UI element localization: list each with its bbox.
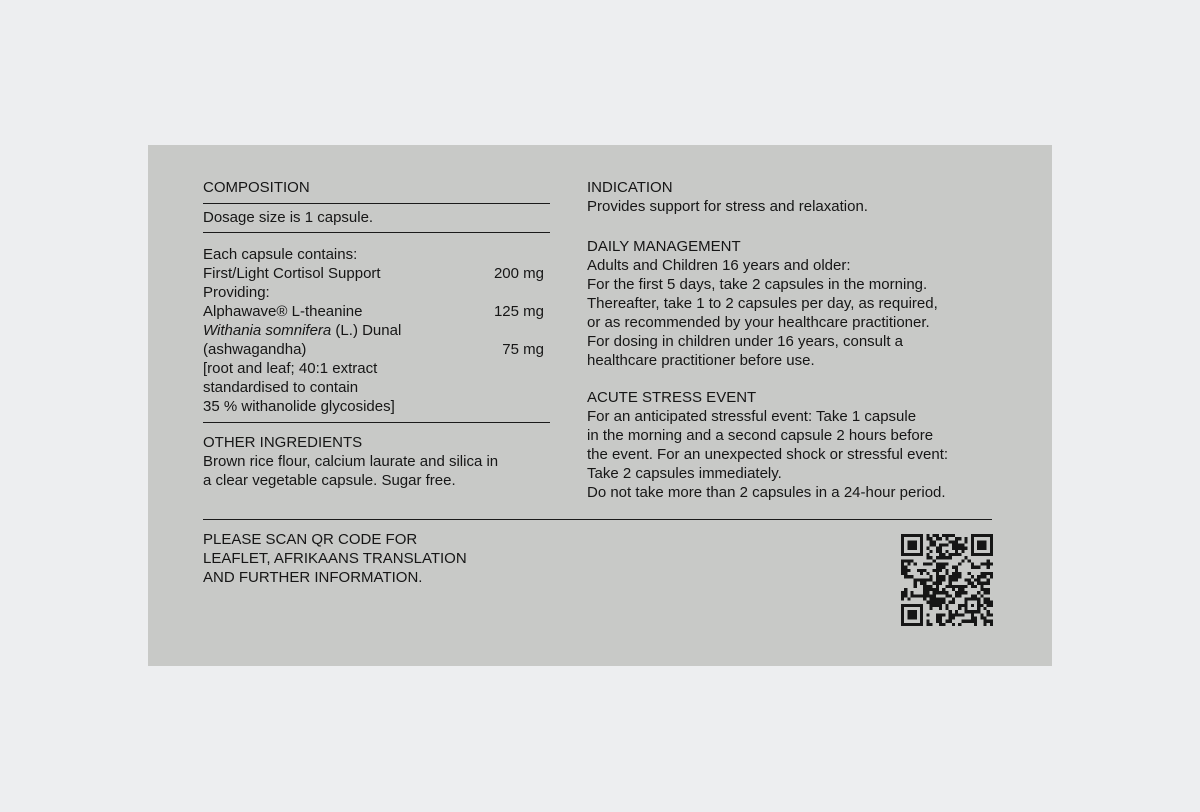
daily-management-text: For the first 5 days, take 2 capsules in the morning. (587, 276, 928, 293)
ingredient-row (203, 283, 550, 302)
dosage-size: Dosage size is 1 capsule. (203, 209, 374, 226)
ingredient-row (203, 340, 550, 359)
extract-note: standardised to contain (203, 379, 359, 396)
daily-management-text: Thereafter, take 1 to 2 capsules per day, as required, (587, 295, 938, 312)
divider (203, 232, 550, 233)
scan-instructions (203, 530, 467, 587)
composition-heading: COMPOSITION (203, 179, 310, 196)
bottom-divider (203, 519, 992, 520)
other-ingredients-text: a clear vegetable capsule. Sugar free. (203, 472, 456, 489)
product-label-panel (148, 145, 1052, 666)
each-capsule-label: Each capsule contains: (203, 246, 358, 263)
directions-column (587, 178, 1007, 502)
daily-management-text: healthcare practitioner before use. (587, 352, 815, 369)
ingredient-name: First/Light Cortisol Support (203, 265, 381, 282)
daily-management-text: Adults and Children 16 years and older: (587, 257, 851, 274)
acute-stress-text: in the morning and a second capsule 2 hours before (587, 427, 934, 444)
botanical-author: (L.) Dunal (331, 322, 402, 339)
indication-text: Provides support for stress and relaxation. (587, 198, 868, 215)
botanical-name: Withania somnifera (203, 322, 332, 339)
ingredient-row (203, 264, 550, 283)
ingredient-name: Providing: (203, 284, 270, 301)
acute-stress-text: For an anticipated stressful event: Take 1 capsule (587, 408, 917, 425)
scan-text: AND FURTHER INFORMATION. (203, 569, 423, 586)
ingredient-row (203, 302, 550, 321)
acute-stress-text: Do not take more than 2 capsules in a 24-hour period. (587, 484, 946, 501)
daily-management-text: or as recommended by your healthcare practitioner. (587, 314, 930, 331)
scan-text: LEAFLET, AFRIKAANS TRANSLATION (203, 550, 467, 567)
ingredient-quantity: 125 mg (493, 303, 544, 320)
extract-note: [root and leaf; 40:1 extract (203, 360, 378, 377)
divider (203, 203, 550, 204)
acute-stress-text: the event. For an unexpected shock or stressful event: (587, 446, 949, 463)
composition-column (203, 178, 550, 490)
withania-line (203, 321, 550, 340)
acute-stress-text: Take 2 capsules immediately. (587, 465, 782, 482)
ingredient-quantity: 75 mg (502, 341, 544, 358)
divider (203, 422, 550, 423)
indication-heading: INDICATION (587, 179, 673, 196)
ingredient-quantity: 200 mg (493, 265, 544, 282)
daily-management-text: For dosing in children under 16 years, consult a (587, 333, 904, 350)
acute-stress-heading: ACUTE STRESS EVENT (587, 389, 757, 406)
ingredient-name: Alphawave® L-theanine (203, 303, 363, 320)
qr-code-icon[interactable] (901, 534, 993, 626)
other-ingredients-text: Brown rice flour, calcium laurate and silica in (203, 453, 499, 470)
other-ingredients-heading: OTHER INGREDIENTS (203, 434, 363, 451)
daily-management-heading: DAILY MANAGEMENT (587, 238, 741, 255)
extract-note: 35 % withanolide glycosides] (203, 398, 395, 415)
ingredient-name: (ashwagandha) (203, 341, 307, 358)
scan-text: PLEASE SCAN QR CODE FOR (203, 531, 418, 548)
